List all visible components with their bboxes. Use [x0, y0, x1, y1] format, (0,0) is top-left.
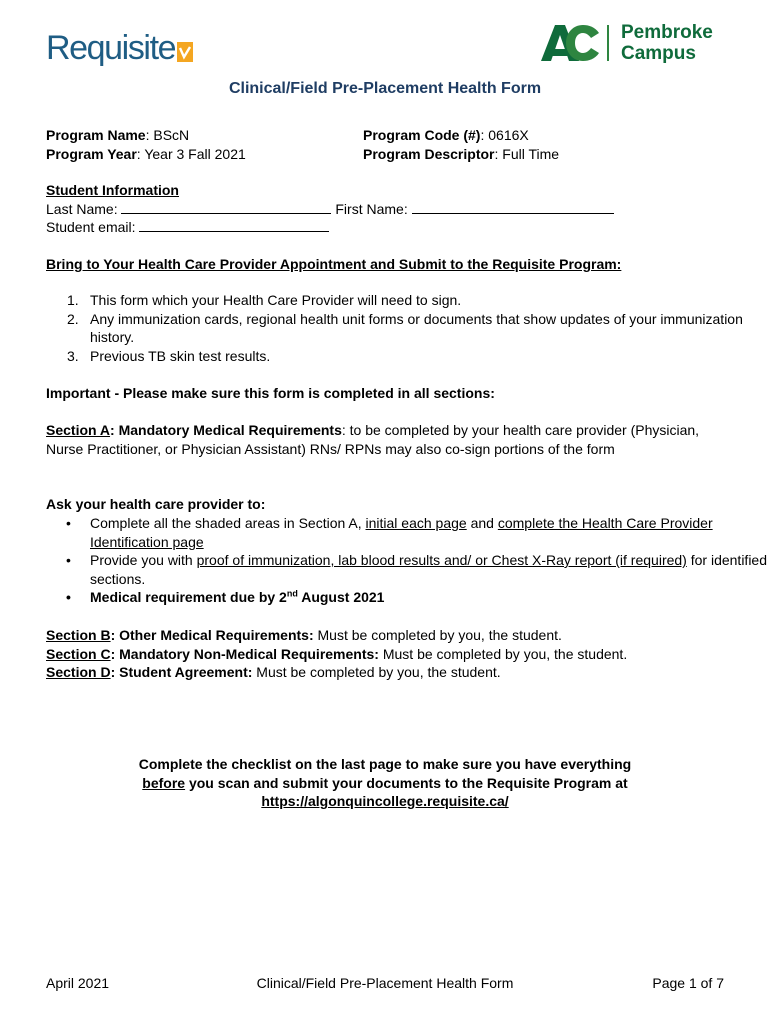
- bullet-icon: •: [66, 552, 71, 568]
- first-name-label: First Name:: [335, 201, 408, 217]
- list-item: 2. Any immunization cards, regional health unit forms or documents that show updates of your immunization history.: [67, 310, 743, 345]
- footer-title: Clinical/Field Pre-Placement Health Form: [256, 975, 514, 991]
- email-row: [46, 218, 329, 237]
- list-item: 3. Previous TB skin test results.: [67, 347, 271, 364]
- check-icon: [177, 42, 193, 62]
- list-item: • Provide you with proof of immunization, lab blood results and/ or Chest X-Ray report (if required) for identified sections.: [66, 552, 768, 587]
- program-descriptor-value: : Full Time: [494, 146, 560, 162]
- section-b: Section B: Other Medical Requirements: Must be completed by you, the student.: [46, 627, 562, 643]
- program-year: [46, 145, 246, 164]
- program-descriptor: [363, 145, 559, 164]
- bullet-icon: •: [66, 515, 71, 531]
- program-code-label: Program Code (#): [363, 127, 481, 143]
- ac-logo-icon: [541, 23, 601, 63]
- bring-list: [46, 291, 770, 365]
- campus-logo: [541, 22, 713, 64]
- checklist-note: Complete the checklist on the last page to make sure you have everything before you scan and submit your documents to the Requisite Program at https://algonquincollege.requisite.ca/: [138, 756, 632, 809]
- program-name-label: Program Name: [46, 127, 146, 143]
- program-descriptor-label: Program Descriptor: [363, 146, 495, 162]
- email-field[interactable]: [139, 218, 329, 232]
- requisite-logo: [46, 24, 193, 68]
- program-year-value: : Year 3 Fall 2021: [136, 146, 246, 162]
- student-info-heading: Student Information: [46, 182, 179, 198]
- program-year-label: Program Year: [46, 146, 137, 162]
- last-name-label: Last Name:: [46, 201, 118, 217]
- program-name-value: : BScN: [145, 127, 190, 143]
- footer-page-number: Page 1 of 7: [652, 975, 724, 991]
- program-code-value: : 0616X: [480, 127, 529, 143]
- page-title: Clinical/Field Pre-Placement Health Form: [228, 80, 542, 97]
- bring-heading: Bring to Your Health Care Provider Appointment and Submit to the Requisite Program:: [46, 256, 622, 272]
- list-item: • Complete all the shaded areas in Section A, initial each page and complete the Health Care Provider Identification page: [66, 515, 713, 550]
- campus-name: [621, 22, 713, 64]
- section-a-title: : Mandatory Medical Requirements: [110, 422, 342, 438]
- program-code: [363, 126, 529, 145]
- program-name: [46, 126, 189, 145]
- requisite-link[interactable]: https://algonquincollege.requisite.ca/: [261, 793, 509, 809]
- requisite-logo-text: Requisite: [46, 29, 176, 67]
- campus-line2: Campus: [621, 43, 696, 64]
- list-item: • Medical requirement due by 2nd August 2021: [66, 588, 385, 605]
- ask-list: [46, 514, 770, 607]
- campus-line1: Pembroke: [621, 22, 713, 43]
- list-item: 1. This form which your Health Care Provider will need to sign.: [67, 292, 462, 308]
- first-name-field[interactable]: [412, 200, 614, 214]
- important-note: Important - Please make sure this form is completed in all sections:: [46, 385, 495, 401]
- email-label: Student email:: [46, 219, 136, 235]
- section-a: [46, 421, 726, 458]
- section-c: Section C: Mandatory Non-Medical Requirements: Must be completed by you, the student.: [46, 646, 628, 662]
- name-row: [46, 200, 614, 219]
- logo-divider: [607, 25, 609, 61]
- ask-heading: Ask your health care provider to:: [46, 496, 266, 512]
- bullet-icon: •: [66, 589, 71, 605]
- last-name-field[interactable]: [121, 200, 331, 214]
- section-a-label: Section A: [46, 422, 111, 438]
- section-a-text: : to be completed by your health care provider (Physician, Nurse Practitioner, or Physician Assistant) RNs/ RPNs may also co-sign portions of the form: [46, 422, 700, 457]
- section-d: Section D: Student Agreement: Must be completed by you, the student.: [46, 664, 501, 680]
- footer-date: April 2021: [46, 975, 110, 991]
